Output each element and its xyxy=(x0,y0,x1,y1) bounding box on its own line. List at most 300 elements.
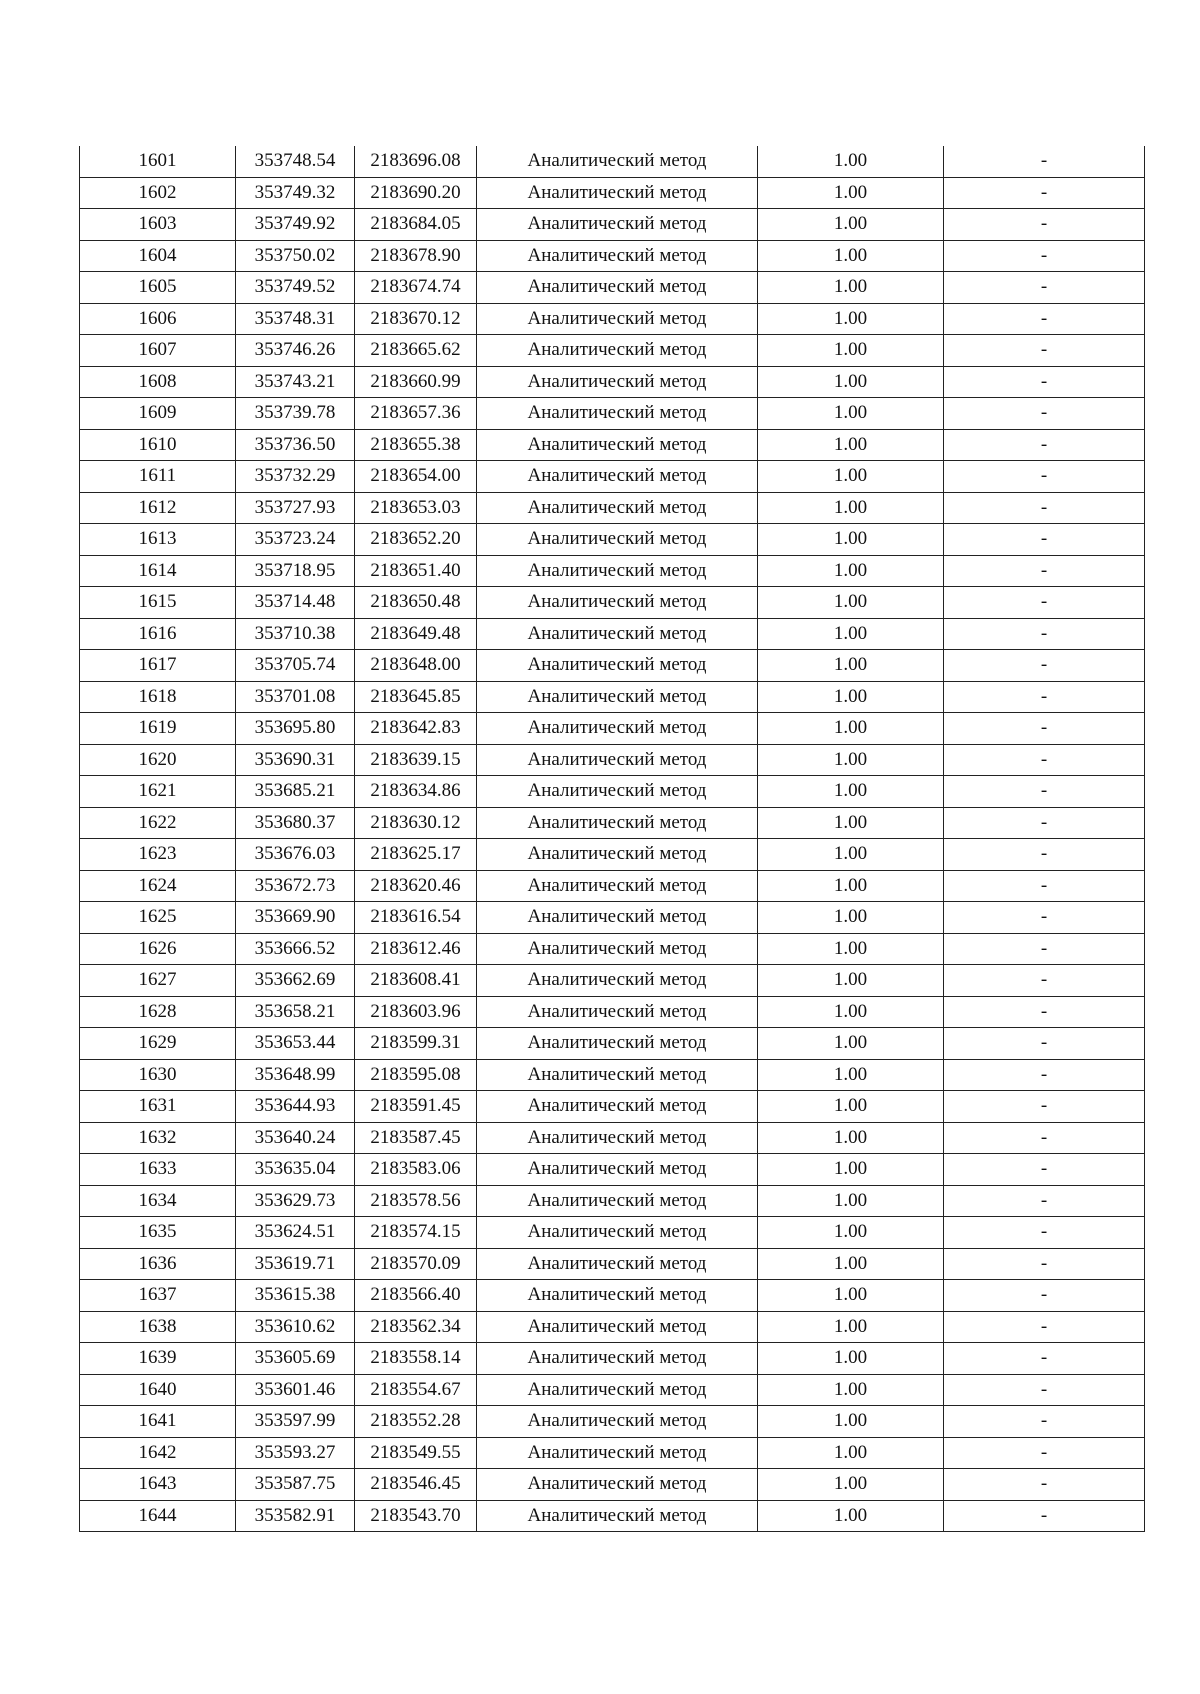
cell-method: Аналитический метод xyxy=(477,1343,758,1375)
cell-coord-x: 353749.92 xyxy=(236,209,355,241)
cell-accuracy: 1.00 xyxy=(758,1437,944,1469)
cell-coord-x: 353669.90 xyxy=(236,902,355,934)
cell-coord-x: 353685.21 xyxy=(236,776,355,808)
cell-accuracy: 1.00 xyxy=(758,335,944,367)
cell-coord-y: 2183660.99 xyxy=(355,366,477,398)
table-row xyxy=(80,1059,1145,1091)
cell-point-number: 1604 xyxy=(80,240,236,272)
cell-coord-y: 2183625.17 xyxy=(355,839,477,871)
cell-coord-y: 2183630.12 xyxy=(355,807,477,839)
cell-coord-y: 2183639.15 xyxy=(355,744,477,776)
cell-method: Аналитический метод xyxy=(477,1154,758,1186)
cell-coord-y: 2183620.46 xyxy=(355,870,477,902)
cell-note: - xyxy=(944,209,1145,241)
cell-method: Аналитический метод xyxy=(477,272,758,304)
cell-point-number: 1608 xyxy=(80,366,236,398)
cell-accuracy: 1.00 xyxy=(758,240,944,272)
cell-point-number: 1622 xyxy=(80,807,236,839)
cell-coord-x: 353610.62 xyxy=(236,1311,355,1343)
cell-coord-x: 353705.74 xyxy=(236,650,355,682)
cell-method: Аналитический метод xyxy=(477,744,758,776)
table-row xyxy=(80,1217,1145,1249)
table-row xyxy=(80,1280,1145,1312)
cell-coord-x: 353624.51 xyxy=(236,1217,355,1249)
cell-method: Аналитический метод xyxy=(477,240,758,272)
cell-coord-y: 2183554.67 xyxy=(355,1374,477,1406)
cell-note: - xyxy=(944,618,1145,650)
cell-accuracy: 1.00 xyxy=(758,996,944,1028)
cell-accuracy: 1.00 xyxy=(758,713,944,745)
cell-note: - xyxy=(944,681,1145,713)
cell-point-number: 1613 xyxy=(80,524,236,556)
cell-method: Аналитический метод xyxy=(477,1374,758,1406)
cell-note: - xyxy=(944,1217,1145,1249)
cell-method: Аналитический метод xyxy=(477,366,758,398)
cell-coord-y: 2183670.12 xyxy=(355,303,477,335)
cell-coord-y: 2183648.00 xyxy=(355,650,477,682)
cell-accuracy: 1.00 xyxy=(758,1217,944,1249)
cell-point-number: 1606 xyxy=(80,303,236,335)
cell-coord-y: 2183583.06 xyxy=(355,1154,477,1186)
cell-method: Аналитический метод xyxy=(477,965,758,997)
cell-note: - xyxy=(944,1091,1145,1123)
cell-accuracy: 1.00 xyxy=(758,870,944,902)
cell-coord-x: 353648.99 xyxy=(236,1059,355,1091)
cell-coord-x: 353727.93 xyxy=(236,492,355,524)
cell-coord-x: 353732.29 xyxy=(236,461,355,493)
cell-point-number: 1640 xyxy=(80,1374,236,1406)
cell-method: Аналитический метод xyxy=(477,429,758,461)
cell-method: Аналитический метод xyxy=(477,1217,758,1249)
cell-note: - xyxy=(944,807,1145,839)
cell-method: Аналитический метод xyxy=(477,177,758,209)
cell-note: - xyxy=(944,272,1145,304)
cell-accuracy: 1.00 xyxy=(758,1280,944,1312)
cell-accuracy: 1.00 xyxy=(758,272,944,304)
cell-coord-x: 353750.02 xyxy=(236,240,355,272)
cell-method: Аналитический метод xyxy=(477,1091,758,1123)
cell-accuracy: 1.00 xyxy=(758,1311,944,1343)
cell-note: - xyxy=(944,1122,1145,1154)
cell-note: - xyxy=(944,1248,1145,1280)
cell-note: - xyxy=(944,240,1145,272)
cell-method: Аналитический метод xyxy=(477,1028,758,1060)
cell-note: - xyxy=(944,1280,1145,1312)
table-row xyxy=(80,839,1145,871)
cell-accuracy: 1.00 xyxy=(758,209,944,241)
cell-point-number: 1642 xyxy=(80,1437,236,1469)
cell-note: - xyxy=(944,713,1145,745)
table-row xyxy=(80,902,1145,934)
cell-coord-y: 2183684.05 xyxy=(355,209,477,241)
table-row xyxy=(80,1437,1145,1469)
cell-coord-x: 353743.21 xyxy=(236,366,355,398)
cell-coord-x: 353662.69 xyxy=(236,965,355,997)
cell-point-number: 1627 xyxy=(80,965,236,997)
cell-note: - xyxy=(944,1311,1145,1343)
cell-method: Аналитический метод xyxy=(477,1185,758,1217)
cell-method: Аналитический метод xyxy=(477,1248,758,1280)
cell-coord-x: 353748.54 xyxy=(236,146,355,177)
cell-coord-y: 2183653.03 xyxy=(355,492,477,524)
cell-coord-y: 2183678.90 xyxy=(355,240,477,272)
cell-point-number: 1610 xyxy=(80,429,236,461)
cell-coord-x: 353593.27 xyxy=(236,1437,355,1469)
cell-method: Аналитический метод xyxy=(477,303,758,335)
cell-point-number: 1601 xyxy=(80,146,236,177)
cell-point-number: 1628 xyxy=(80,996,236,1028)
cell-coord-x: 353658.21 xyxy=(236,996,355,1028)
cell-coord-x: 353640.24 xyxy=(236,1122,355,1154)
cell-accuracy: 1.00 xyxy=(758,776,944,808)
cell-point-number: 1625 xyxy=(80,902,236,934)
cell-accuracy: 1.00 xyxy=(758,1469,944,1501)
table-row xyxy=(80,713,1145,745)
cell-point-number: 1631 xyxy=(80,1091,236,1123)
cell-note: - xyxy=(944,1500,1145,1532)
cell-coord-y: 2183696.08 xyxy=(355,146,477,177)
cell-coord-x: 353644.93 xyxy=(236,1091,355,1123)
cell-coord-y: 2183616.54 xyxy=(355,902,477,934)
cell-point-number: 1621 xyxy=(80,776,236,808)
cell-accuracy: 1.00 xyxy=(758,398,944,430)
cell-accuracy: 1.00 xyxy=(758,839,944,871)
cell-coord-y: 2183574.15 xyxy=(355,1217,477,1249)
cell-method: Аналитический метод xyxy=(477,461,758,493)
table-row xyxy=(80,1248,1145,1280)
cell-accuracy: 1.00 xyxy=(758,524,944,556)
cell-method: Аналитический метод xyxy=(477,1406,758,1438)
cell-coord-y: 2183634.86 xyxy=(355,776,477,808)
cell-coord-x: 353714.48 xyxy=(236,587,355,619)
cell-note: - xyxy=(944,335,1145,367)
table-row xyxy=(80,1185,1145,1217)
cell-point-number: 1611 xyxy=(80,461,236,493)
cell-coord-y: 2183674.74 xyxy=(355,272,477,304)
cell-accuracy: 1.00 xyxy=(758,902,944,934)
cell-point-number: 1619 xyxy=(80,713,236,745)
cell-accuracy: 1.00 xyxy=(758,1374,944,1406)
cell-note: - xyxy=(944,1154,1145,1186)
cell-note: - xyxy=(944,398,1145,430)
cell-coord-y: 2183651.40 xyxy=(355,555,477,587)
cell-method: Аналитический метод xyxy=(477,996,758,1028)
table-row xyxy=(80,240,1145,272)
cell-coord-x: 353619.71 xyxy=(236,1248,355,1280)
cell-method: Аналитический метод xyxy=(477,398,758,430)
table-row xyxy=(80,933,1145,965)
cell-coord-y: 2183655.38 xyxy=(355,429,477,461)
cell-coord-x: 353629.73 xyxy=(236,1185,355,1217)
cell-method: Аналитический метод xyxy=(477,1469,758,1501)
cell-coord-y: 2183562.34 xyxy=(355,1311,477,1343)
cell-point-number: 1624 xyxy=(80,870,236,902)
cell-coord-x: 353666.52 xyxy=(236,933,355,965)
cell-note: - xyxy=(944,555,1145,587)
cell-coord-y: 2183690.20 xyxy=(355,177,477,209)
cell-note: - xyxy=(944,177,1145,209)
cell-coord-y: 2183665.62 xyxy=(355,335,477,367)
cell-method: Аналитический метод xyxy=(477,1280,758,1312)
table-row xyxy=(80,1028,1145,1060)
cell-point-number: 1636 xyxy=(80,1248,236,1280)
cell-note: - xyxy=(944,1059,1145,1091)
cell-coord-x: 353680.37 xyxy=(236,807,355,839)
cell-method: Аналитический метод xyxy=(477,492,758,524)
cell-note: - xyxy=(944,524,1145,556)
table-row xyxy=(80,146,1145,177)
cell-point-number: 1644 xyxy=(80,1500,236,1532)
cell-note: - xyxy=(944,1406,1145,1438)
table-row xyxy=(80,1122,1145,1154)
table-row xyxy=(80,555,1145,587)
cell-coord-y: 2183566.40 xyxy=(355,1280,477,1312)
cell-accuracy: 1.00 xyxy=(758,177,944,209)
cell-point-number: 1615 xyxy=(80,587,236,619)
cell-point-number: 1639 xyxy=(80,1343,236,1375)
cell-accuracy: 1.00 xyxy=(758,303,944,335)
cell-coord-y: 2183612.46 xyxy=(355,933,477,965)
cell-point-number: 1633 xyxy=(80,1154,236,1186)
cell-method: Аналитический метод xyxy=(477,776,758,808)
table-row xyxy=(80,681,1145,713)
cell-accuracy: 1.00 xyxy=(758,461,944,493)
table-row xyxy=(80,870,1145,902)
cell-coord-x: 353601.46 xyxy=(236,1374,355,1406)
cell-method: Аналитический метод xyxy=(477,1311,758,1343)
cell-point-number: 1635 xyxy=(80,1217,236,1249)
cell-point-number: 1605 xyxy=(80,272,236,304)
cell-point-number: 1634 xyxy=(80,1185,236,1217)
cell-point-number: 1618 xyxy=(80,681,236,713)
cell-coord-x: 353736.50 xyxy=(236,429,355,461)
cell-note: - xyxy=(944,303,1145,335)
cell-coord-x: 353672.73 xyxy=(236,870,355,902)
cell-point-number: 1643 xyxy=(80,1469,236,1501)
cell-accuracy: 1.00 xyxy=(758,933,944,965)
table-row xyxy=(80,398,1145,430)
cell-accuracy: 1.00 xyxy=(758,618,944,650)
table-row xyxy=(80,965,1145,997)
cell-point-number: 1603 xyxy=(80,209,236,241)
cell-method: Аналитический метод xyxy=(477,933,758,965)
cell-coord-x: 353723.24 xyxy=(236,524,355,556)
cell-accuracy: 1.00 xyxy=(758,1122,944,1154)
cell-accuracy: 1.00 xyxy=(758,681,944,713)
cell-note: - xyxy=(944,1469,1145,1501)
cell-coord-x: 353653.44 xyxy=(236,1028,355,1060)
cell-point-number: 1629 xyxy=(80,1028,236,1060)
cell-coord-y: 2183587.45 xyxy=(355,1122,477,1154)
cell-coord-x: 353749.52 xyxy=(236,272,355,304)
cell-accuracy: 1.00 xyxy=(758,1028,944,1060)
cell-note: - xyxy=(944,461,1145,493)
cell-coord-y: 2183657.36 xyxy=(355,398,477,430)
cell-note: - xyxy=(944,492,1145,524)
cell-method: Аналитический метод xyxy=(477,335,758,367)
cell-accuracy: 1.00 xyxy=(758,1185,944,1217)
cell-coord-x: 353582.91 xyxy=(236,1500,355,1532)
cell-note: - xyxy=(944,870,1145,902)
cell-method: Аналитический метод xyxy=(477,1059,758,1091)
cell-coord-y: 2183591.45 xyxy=(355,1091,477,1123)
cell-accuracy: 1.00 xyxy=(758,1248,944,1280)
table-row xyxy=(80,776,1145,808)
cell-coord-x: 353615.38 xyxy=(236,1280,355,1312)
cell-point-number: 1617 xyxy=(80,650,236,682)
table-row xyxy=(80,429,1145,461)
cell-method: Аналитический метод xyxy=(477,902,758,934)
table-row xyxy=(80,524,1145,556)
table-row xyxy=(80,1469,1145,1501)
cell-coord-y: 2183603.96 xyxy=(355,996,477,1028)
cell-point-number: 1632 xyxy=(80,1122,236,1154)
cell-coord-y: 2183549.55 xyxy=(355,1437,477,1469)
cell-coord-x: 353597.99 xyxy=(236,1406,355,1438)
table-row xyxy=(80,1343,1145,1375)
cell-note: - xyxy=(944,839,1145,871)
cell-point-number: 1637 xyxy=(80,1280,236,1312)
cell-accuracy: 1.00 xyxy=(758,965,944,997)
cell-note: - xyxy=(944,146,1145,177)
cell-note: - xyxy=(944,1374,1145,1406)
cell-coord-y: 2183652.20 xyxy=(355,524,477,556)
cell-method: Аналитический метод xyxy=(477,650,758,682)
cell-coord-y: 2183595.08 xyxy=(355,1059,477,1091)
cell-method: Аналитический метод xyxy=(477,618,758,650)
cell-coord-y: 2183552.28 xyxy=(355,1406,477,1438)
cell-method: Аналитический метод xyxy=(477,146,758,177)
cell-method: Аналитический метод xyxy=(477,807,758,839)
cell-note: - xyxy=(944,1028,1145,1060)
table-row xyxy=(80,744,1145,776)
table-row xyxy=(80,1500,1145,1532)
coordinates-table xyxy=(79,146,1145,1532)
table-row xyxy=(80,303,1145,335)
cell-accuracy: 1.00 xyxy=(758,744,944,776)
cell-note: - xyxy=(944,744,1145,776)
table-row xyxy=(80,650,1145,682)
cell-accuracy: 1.00 xyxy=(758,807,944,839)
cell-accuracy: 1.00 xyxy=(758,555,944,587)
table-row xyxy=(80,335,1145,367)
cell-point-number: 1616 xyxy=(80,618,236,650)
cell-coord-y: 2183558.14 xyxy=(355,1343,477,1375)
cell-note: - xyxy=(944,996,1145,1028)
cell-accuracy: 1.00 xyxy=(758,1154,944,1186)
cell-note: - xyxy=(944,902,1145,934)
table-row xyxy=(80,366,1145,398)
table-row xyxy=(80,1311,1145,1343)
cell-coord-y: 2183599.31 xyxy=(355,1028,477,1060)
cell-coord-y: 2183650.48 xyxy=(355,587,477,619)
cell-method: Аналитический метод xyxy=(477,1437,758,1469)
cell-accuracy: 1.00 xyxy=(758,650,944,682)
cell-accuracy: 1.00 xyxy=(758,146,944,177)
cell-point-number: 1620 xyxy=(80,744,236,776)
table-row xyxy=(80,272,1145,304)
cell-method: Аналитический метод xyxy=(477,524,758,556)
cell-point-number: 1641 xyxy=(80,1406,236,1438)
cell-method: Аналитический метод xyxy=(477,1500,758,1532)
cell-point-number: 1638 xyxy=(80,1311,236,1343)
cell-coord-x: 353695.80 xyxy=(236,713,355,745)
cell-note: - xyxy=(944,965,1145,997)
cell-method: Аналитический метод xyxy=(477,713,758,745)
cell-coord-x: 353710.38 xyxy=(236,618,355,650)
cell-coord-x: 353701.08 xyxy=(236,681,355,713)
table-row xyxy=(80,461,1145,493)
cell-note: - xyxy=(944,933,1145,965)
cell-accuracy: 1.00 xyxy=(758,366,944,398)
cell-note: - xyxy=(944,1437,1145,1469)
cell-accuracy: 1.00 xyxy=(758,1406,944,1438)
cell-coord-x: 353749.32 xyxy=(236,177,355,209)
cell-coord-y: 2183578.56 xyxy=(355,1185,477,1217)
table-row xyxy=(80,807,1145,839)
cell-coord-y: 2183642.83 xyxy=(355,713,477,745)
cell-point-number: 1614 xyxy=(80,555,236,587)
cell-point-number: 1602 xyxy=(80,177,236,209)
cell-point-number: 1630 xyxy=(80,1059,236,1091)
table-row xyxy=(80,177,1145,209)
cell-method: Аналитический метод xyxy=(477,555,758,587)
table-row xyxy=(80,209,1145,241)
cell-note: - xyxy=(944,587,1145,619)
cell-method: Аналитический метод xyxy=(477,681,758,713)
cell-coord-x: 353635.04 xyxy=(236,1154,355,1186)
table-row xyxy=(80,492,1145,524)
cell-coord-x: 353605.69 xyxy=(236,1343,355,1375)
table-row xyxy=(80,587,1145,619)
table-row xyxy=(80,1154,1145,1186)
cell-accuracy: 1.00 xyxy=(758,1091,944,1123)
cell-method: Аналитический метод xyxy=(477,587,758,619)
cell-method: Аналитический метод xyxy=(477,839,758,871)
cell-note: - xyxy=(944,429,1145,461)
cell-coord-y: 2183608.41 xyxy=(355,965,477,997)
cell-accuracy: 1.00 xyxy=(758,492,944,524)
cell-point-number: 1612 xyxy=(80,492,236,524)
cell-coord-y: 2183570.09 xyxy=(355,1248,477,1280)
cell-coord-y: 2183654.00 xyxy=(355,461,477,493)
cell-point-number: 1609 xyxy=(80,398,236,430)
cell-coord-y: 2183645.85 xyxy=(355,681,477,713)
cell-note: - xyxy=(944,1343,1145,1375)
cell-coord-x: 353739.78 xyxy=(236,398,355,430)
table-row xyxy=(80,996,1145,1028)
cell-coord-y: 2183546.45 xyxy=(355,1469,477,1501)
cell-method: Аналитический метод xyxy=(477,1122,758,1154)
table-row xyxy=(80,618,1145,650)
cell-method: Аналитический метод xyxy=(477,209,758,241)
cell-accuracy: 1.00 xyxy=(758,1500,944,1532)
cell-coord-x: 353676.03 xyxy=(236,839,355,871)
cell-point-number: 1623 xyxy=(80,839,236,871)
cell-coord-x: 353748.31 xyxy=(236,303,355,335)
cell-coord-y: 2183649.48 xyxy=(355,618,477,650)
cell-note: - xyxy=(944,650,1145,682)
cell-accuracy: 1.00 xyxy=(758,1343,944,1375)
coordinates-table-body xyxy=(80,146,1145,1532)
cell-accuracy: 1.00 xyxy=(758,587,944,619)
cell-coord-x: 353587.75 xyxy=(236,1469,355,1501)
cell-coord-y: 2183543.70 xyxy=(355,1500,477,1532)
cell-method: Аналитический метод xyxy=(477,870,758,902)
cell-accuracy: 1.00 xyxy=(758,1059,944,1091)
table-row xyxy=(80,1091,1145,1123)
cell-accuracy: 1.00 xyxy=(758,429,944,461)
